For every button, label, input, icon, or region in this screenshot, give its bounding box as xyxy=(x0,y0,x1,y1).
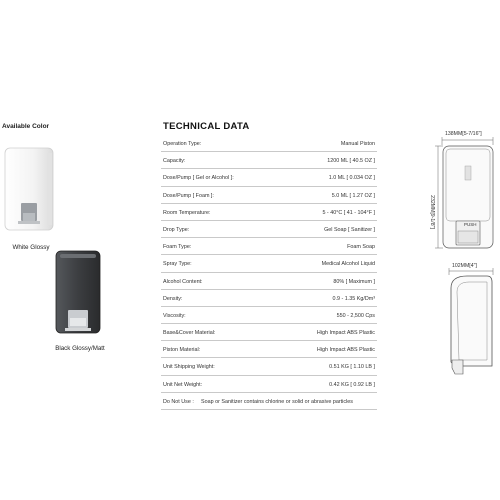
black-glossy-caption: Black Glossy/Matt xyxy=(55,345,105,352)
spec-value: 5.0 ML [ 1.27 OZ ] xyxy=(331,192,375,199)
spec-label: Viscosity: xyxy=(163,312,186,319)
spec-row xyxy=(161,169,377,186)
spec-label: Unit Net Weight: xyxy=(163,381,203,388)
width-dimension-label: 138MM[5-7/16"] xyxy=(445,131,482,137)
spec-value: Foam Soap xyxy=(347,244,375,251)
spec-row xyxy=(161,341,377,358)
white-glossy-caption: White Glossy xyxy=(12,244,50,251)
spec-value: 0.51 KG [ 1.10 LB ] xyxy=(329,364,375,371)
spec-label: Piston Material: xyxy=(163,347,201,354)
height-dimension-label: 232MM[9-1/8"] xyxy=(429,195,435,229)
spec-label: Spray Type: xyxy=(163,261,192,268)
spec-value: Gel Soap [ Sanitizer ] xyxy=(324,226,375,233)
spec-value: 1200 ML [ 40.5 OZ ] xyxy=(327,158,375,165)
technical-data-title: TECHNICAL DATA xyxy=(163,121,250,132)
spec-row xyxy=(161,152,377,169)
spec-row xyxy=(161,238,377,255)
spec-label: Dose/Pump [ Foam ]: xyxy=(163,192,214,199)
spec-row xyxy=(161,290,377,307)
spec-row xyxy=(161,393,377,410)
spec-label: Base&Cover Material: xyxy=(163,330,216,337)
spec-row xyxy=(161,307,377,324)
available-color-title: Available Color xyxy=(2,123,50,130)
spec-label: Drop Type: xyxy=(163,226,190,233)
spec-label: Operation Type: xyxy=(163,141,202,147)
depth-dimension-label: 102MM[4"] xyxy=(452,263,477,269)
black-glossy-dispenser-image xyxy=(55,250,101,334)
spec-label: Capacity: xyxy=(163,158,186,165)
spec-label: Unit Shipping Weight: xyxy=(163,364,215,371)
push-label: PUSH xyxy=(464,222,477,227)
spec-label: Room Temperature: xyxy=(163,209,211,216)
spec-value: 1.0 ML [ 0.034 OZ ] xyxy=(328,175,375,182)
front-view-drawing xyxy=(435,136,497,252)
spec-label: Dose/Pump [ Gel or Alcohol ]: xyxy=(163,175,234,182)
spec-row xyxy=(161,204,377,221)
white-glossy-dispenser-image xyxy=(4,147,54,231)
spec-label: Alcohol Content: xyxy=(163,278,203,285)
spec-value: 5 - 40°C [ 41 - 104°F ] xyxy=(322,209,375,216)
spec-value: 550 - 2,500 Cps xyxy=(336,312,375,319)
spec-value: High Impact ABS Plastic xyxy=(316,330,375,337)
side-view-drawing xyxy=(445,268,497,382)
technical-data-table xyxy=(161,135,377,410)
spec-row xyxy=(161,135,377,152)
spec-row xyxy=(161,324,377,341)
spec-label: Density: xyxy=(163,295,183,302)
spec-row xyxy=(161,187,377,204)
spec-value: 0.9 - 1.35 Kg/Dm³ xyxy=(332,295,375,302)
spec-row xyxy=(161,273,377,290)
spec-row xyxy=(161,255,377,272)
spec-value: Medical Alcohol Liquid xyxy=(321,261,375,268)
spec-row xyxy=(161,221,377,238)
spec-label: Do Not Use : xyxy=(163,398,194,405)
spec-value: 0.42 KG [ 0.92 LB ] xyxy=(329,381,375,388)
spec-value: Soap or Sanitizer contains chlorine or solid or abrasive particles xyxy=(201,398,353,405)
spec-row xyxy=(161,376,377,393)
spec-label: Foam Type: xyxy=(163,244,192,251)
spec-row xyxy=(161,358,377,375)
spec-value: Manual Piston xyxy=(340,141,375,147)
spec-value: High Impact ABS Plastic xyxy=(316,347,375,354)
spec-value: 80% [ Maximum ] xyxy=(333,278,375,285)
